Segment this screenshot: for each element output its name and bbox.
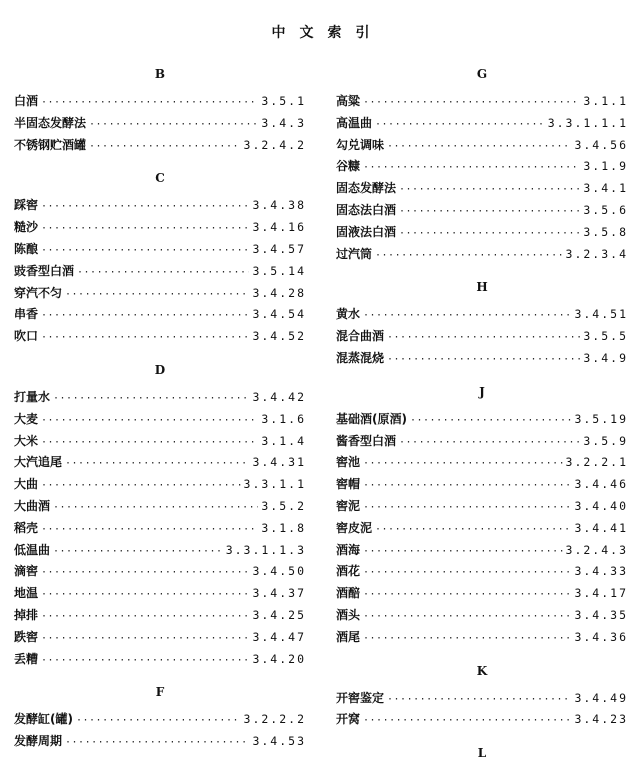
- entry-term: 固液法白酒: [336, 224, 397, 239]
- page-title: 中文索引: [271, 25, 384, 41]
- entry-term: 酒尾: [336, 629, 361, 644]
- index-entry: [336, 348, 628, 370]
- entry-clause-number: 3.4.38: [252, 198, 306, 213]
- entry-term: 发酵缸(罐): [14, 712, 73, 727]
- index-entry: [14, 431, 306, 453]
- dot-leader: [41, 606, 249, 628]
- dot-leader: [363, 92, 580, 114]
- dot-leader: [65, 284, 249, 306]
- dot-leader: [41, 519, 258, 541]
- entry-clause-number: 3.2.3.4: [565, 246, 628, 261]
- group-letter: B: [154, 67, 166, 81]
- index-entry: [336, 452, 628, 474]
- entry-clause-number: 3.4.42: [252, 389, 306, 404]
- index-entry: [14, 91, 306, 113]
- dot-leader: [65, 732, 249, 754]
- index-entry: [14, 195, 306, 217]
- entry-term: 稻壳: [14, 520, 39, 535]
- entry-term: 勾兑调味: [336, 137, 385, 152]
- index-entry: [336, 709, 628, 731]
- dot-leader: [363, 453, 563, 475]
- dot-leader: [41, 410, 258, 432]
- index-column-right: [336, 58, 628, 776]
- entry-clause-number: 3.4.36: [574, 629, 628, 644]
- entry-term: 酒头: [336, 607, 361, 622]
- dot-leader: [41, 562, 249, 584]
- dot-leader: [41, 92, 258, 114]
- dot-leader: [89, 136, 241, 158]
- dot-leader: [363, 710, 571, 732]
- entry-term: 丢糟: [14, 651, 39, 666]
- dot-leader: [387, 689, 571, 711]
- entry-clause-number: 3.4.51: [574, 307, 628, 322]
- dot-leader: [65, 453, 249, 475]
- index-entry: [14, 605, 306, 627]
- entry-term: 吹口: [14, 329, 39, 344]
- entry-clause-number: 3.5.2: [261, 498, 306, 513]
- entry-clause-number: 3.2.4.2: [243, 137, 306, 152]
- index-entry: [14, 304, 306, 326]
- entry-term: 高温曲: [336, 115, 373, 130]
- dot-leader: [89, 114, 258, 136]
- entry-term: 半固态发酵法: [14, 115, 87, 130]
- index-entry: [14, 518, 306, 540]
- index-entry: [336, 474, 628, 496]
- entry-term: 豉香型白酒: [14, 263, 75, 278]
- index-entry: [14, 217, 306, 239]
- dot-leader: [77, 262, 249, 284]
- entry-clause-number: 3.3.1.1.1: [547, 115, 628, 130]
- entry-term: 高粱: [336, 94, 361, 108]
- index-entry: [14, 409, 306, 431]
- entry-clause-number: 3.5.8: [583, 224, 628, 239]
- entry-term: 谷糠: [336, 159, 361, 174]
- dot-leader: [76, 710, 241, 732]
- entry-clause-number: 3.4.37: [252, 586, 306, 601]
- index-entry: [336, 304, 628, 326]
- entry-clause-number: 3.3.1.1: [243, 477, 306, 492]
- entry-clause-number: 3.1.9: [583, 159, 628, 174]
- entry-term: 大麦: [14, 411, 39, 426]
- index-entry: [14, 496, 306, 518]
- dot-leader: [41, 628, 249, 650]
- index-entry: [336, 91, 628, 113]
- entry-clause-number: 3.4.20: [252, 651, 306, 666]
- entry-clause-number: 3.2.2.1: [565, 455, 628, 470]
- group-letter: K: [476, 663, 488, 678]
- index-entry: [336, 583, 628, 605]
- index-entry: [14, 731, 306, 753]
- dot-leader: [363, 157, 580, 179]
- index-entry: [14, 649, 306, 671]
- dot-leader: [53, 497, 258, 519]
- entry-term: 酱香型白酒: [336, 433, 397, 448]
- entry-term: 大曲酒: [14, 498, 51, 513]
- index-entry: [14, 627, 306, 649]
- group-letter: C: [155, 171, 165, 186]
- dot-leader: [399, 223, 580, 245]
- entry-term: 发酵周期: [14, 734, 63, 749]
- index-column-left: [14, 58, 306, 759]
- entry-clause-number: 3.4.46: [574, 477, 628, 492]
- index-entry: [14, 474, 306, 496]
- entry-clause-number: 3.4.1: [583, 181, 628, 196]
- dot-leader: [399, 201, 580, 223]
- entry-term: 不锈钢贮酒罐: [14, 137, 87, 152]
- entry-term: 黄水: [336, 307, 361, 322]
- dot-leader: [363, 606, 571, 628]
- entry-list: [336, 409, 628, 649]
- index-entry: [14, 283, 306, 305]
- dot-leader: [41, 305, 249, 327]
- entry-clause-number: 3.4.53: [252, 734, 306, 749]
- entry-list: [14, 709, 306, 753]
- entry-clause-number: 3.4.49: [574, 690, 628, 705]
- entry-list: [336, 91, 628, 265]
- dot-leader: [41, 327, 249, 349]
- group-letter: F: [155, 685, 165, 700]
- index-entry: [336, 156, 628, 178]
- dot-leader: [363, 562, 571, 584]
- index-entry: [14, 326, 306, 348]
- entry-term: 打量水: [14, 389, 51, 404]
- index-entry: [14, 239, 306, 261]
- entry-term: 固态发酵法: [336, 181, 397, 196]
- index-entry: [336, 222, 628, 244]
- index-entry: [14, 113, 306, 135]
- dot-leader: [41, 650, 249, 672]
- entry-list: [336, 688, 628, 732]
- entry-term: 踩窖: [14, 198, 39, 213]
- entry-clause-number: 3.5.1: [261, 94, 306, 108]
- dot-leader: [41, 475, 241, 497]
- entry-clause-number: 3.4.52: [252, 329, 306, 344]
- dot-leader: [410, 410, 571, 432]
- group-letter: H: [476, 280, 488, 295]
- dot-leader: [41, 218, 249, 240]
- group-letter: L: [477, 746, 487, 761]
- index-entry: [14, 135, 306, 157]
- index-entry: [336, 627, 628, 649]
- index-entry: [336, 605, 628, 627]
- entry-clause-number: 3.4.9: [583, 350, 628, 365]
- entry-clause-number: 3.5.14: [252, 263, 306, 278]
- entry-list: [336, 304, 628, 369]
- index-entry: [336, 200, 628, 222]
- entry-clause-number: 3.5.6: [583, 202, 628, 217]
- entry-clause-number: 3.4.56: [574, 137, 628, 152]
- index-entry: [336, 540, 628, 562]
- entry-clause-number: 3.4.16: [252, 220, 306, 235]
- entry-clause-number: 3.4.41: [574, 520, 628, 535]
- index-entry: [336, 135, 628, 157]
- entry-term: 酒海: [336, 542, 361, 557]
- entry-term: 滴窖: [14, 564, 39, 579]
- entry-term: 低温曲: [14, 542, 51, 557]
- entry-clause-number: 3.4.28: [252, 285, 306, 300]
- entry-term: 跌窖: [14, 629, 39, 644]
- entry-term: 窖皮泥: [336, 520, 373, 535]
- entry-term: 开窝: [336, 712, 361, 727]
- dot-leader: [41, 432, 258, 454]
- entry-term: 串香: [14, 307, 39, 322]
- index-entry: [336, 409, 628, 431]
- entry-clause-number: 3.4.54: [252, 307, 306, 322]
- dot-leader: [375, 519, 571, 541]
- dot-leader: [387, 136, 571, 158]
- entry-term: 大曲: [14, 477, 39, 492]
- dot-leader: [399, 179, 580, 201]
- entry-term: 混蒸混烧: [336, 350, 385, 365]
- dot-leader: [387, 349, 580, 371]
- dot-leader: [41, 584, 249, 606]
- entry-clause-number: 3.4.3: [261, 115, 306, 130]
- group-letter: G: [476, 67, 488, 81]
- entry-term: 过汽筒: [336, 246, 373, 261]
- entry-clause-number: 3.1.8: [261, 520, 306, 535]
- dot-leader: [363, 497, 571, 519]
- index-entry: [336, 113, 628, 135]
- index-entry: [336, 244, 628, 266]
- entry-clause-number: 3.5.5: [583, 329, 628, 344]
- group-letter: J: [479, 384, 485, 399]
- index-entry: [14, 452, 306, 474]
- entry-clause-number: 3.4.23: [574, 712, 628, 727]
- dot-leader: [53, 541, 223, 563]
- entry-term: 大汽追尾: [14, 455, 63, 470]
- entry-clause-number: 3.1.6: [261, 411, 306, 426]
- entry-clause-number: 3.5.19: [574, 411, 628, 426]
- entry-term: 基础酒(原酒): [336, 411, 407, 426]
- entry-clause-number: 3.4.25: [252, 607, 306, 622]
- entry-clause-number: 3.4.31: [252, 455, 306, 470]
- entry-term: 地温: [14, 586, 39, 601]
- index-entry: [14, 261, 306, 283]
- entry-term: 酒醅: [336, 586, 361, 601]
- index-entry: [14, 387, 306, 409]
- index-entry: [14, 709, 306, 731]
- index-entry: [336, 496, 628, 518]
- dot-leader: [399, 432, 580, 454]
- entry-term: 混合曲酒: [336, 329, 385, 344]
- index-entry: [336, 431, 628, 453]
- dot-leader: [363, 584, 571, 606]
- entry-list: [14, 91, 306, 156]
- index-entry: [336, 178, 628, 200]
- entry-term: 窖泥: [336, 498, 361, 513]
- index-entry: [336, 688, 628, 710]
- dot-leader: [363, 475, 571, 497]
- index-entry: [14, 540, 306, 562]
- entry-clause-number: 3.4.33: [574, 564, 628, 579]
- entry-term: 窖帽: [336, 477, 361, 492]
- entry-list: [14, 387, 306, 670]
- dot-leader: [363, 305, 571, 327]
- group-letter: D: [154, 362, 166, 377]
- entry-term: 糙沙: [14, 220, 39, 235]
- entry-term: 穿汽不匀: [14, 285, 63, 300]
- entry-term: 窖池: [336, 455, 361, 470]
- entry-clause-number: 3.4.35: [574, 607, 628, 622]
- entry-term: 固态法白酒: [336, 202, 397, 217]
- index-entry: [336, 518, 628, 540]
- entry-clause-number: 3.4.47: [252, 629, 306, 644]
- entry-term: 大米: [14, 433, 39, 448]
- entry-clause-number: 3.3.1.1.3: [225, 542, 306, 557]
- entry-clause-number: 3.2.4.3: [565, 542, 628, 557]
- entry-clause-number: 3.4.57: [252, 241, 306, 256]
- dot-leader: [41, 196, 249, 218]
- entry-clause-number: 3.1.4: [261, 433, 306, 448]
- dot-leader: [41, 240, 249, 262]
- dot-leader: [363, 628, 571, 650]
- dot-leader: [363, 541, 563, 563]
- entry-term: 开窖鉴定: [336, 690, 385, 705]
- entry-term: 掉排: [14, 607, 39, 622]
- dot-leader: [53, 388, 249, 410]
- dot-leader: [387, 327, 580, 349]
- entry-term: 酒花: [336, 564, 361, 579]
- dot-leader: [375, 114, 545, 136]
- entry-clause-number: 3.1.1: [583, 94, 628, 108]
- entry-list: [14, 195, 306, 348]
- entry-clause-number: 3.4.40: [574, 498, 628, 513]
- index-entry: [14, 583, 306, 605]
- entry-term: 白酒: [14, 94, 39, 108]
- dot-leader: [375, 245, 563, 267]
- entry-clause-number: 3.2.2.2: [243, 712, 306, 727]
- entry-term: 陈酿: [14, 241, 39, 256]
- index-entry: [14, 561, 306, 583]
- index-entry: [336, 561, 628, 583]
- entry-clause-number: 3.4.50: [252, 564, 306, 579]
- entry-clause-number: 3.5.9: [583, 433, 628, 448]
- entry-clause-number: 3.4.17: [574, 586, 628, 601]
- index-entry: [336, 326, 628, 348]
